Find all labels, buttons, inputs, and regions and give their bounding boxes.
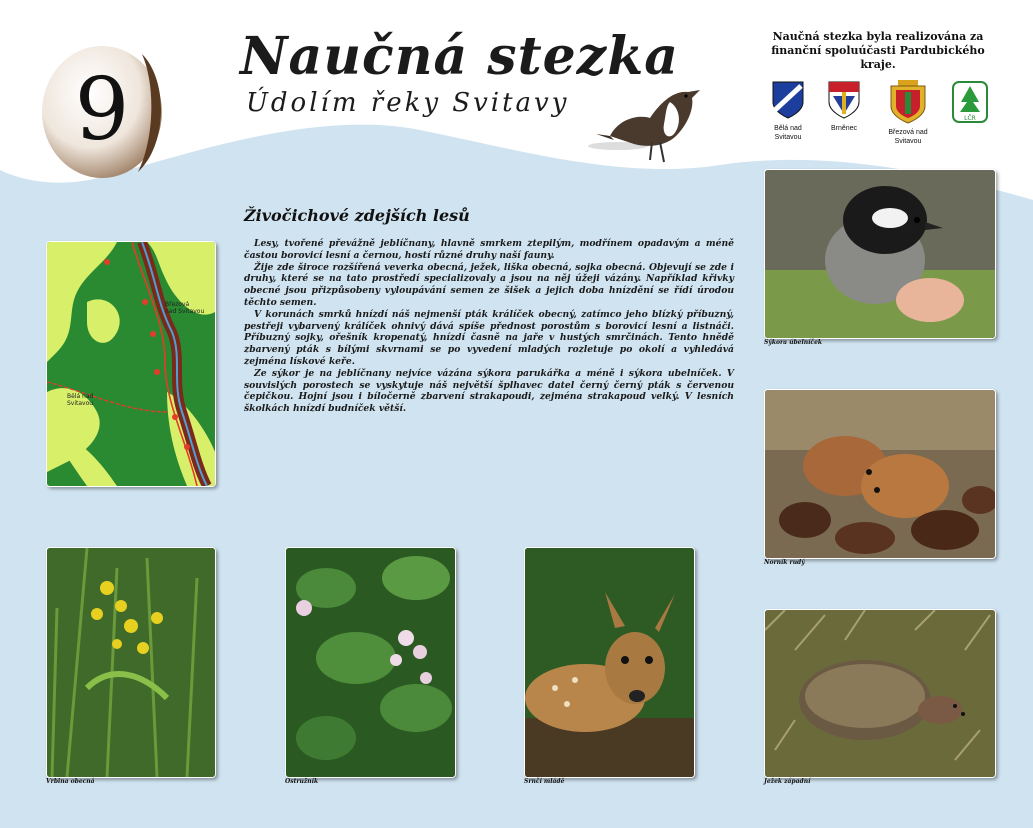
section-heading: Živočichové zdejších lesů [244, 206, 470, 225]
caption-bramble: Ostružník [285, 778, 319, 785]
lcr-logo-icon [951, 80, 989, 124]
section-body [244, 238, 734, 415]
photo-vole [764, 389, 996, 559]
map-label-town2-line2: Svitavou [67, 400, 94, 407]
map-stop-marker [104, 259, 110, 265]
municipal-crests [760, 80, 1010, 150]
photo-fawn [524, 547, 695, 778]
paragraph-2: Žije zde široce rozšířená veverka obecná, ježek, liška obecná, sojka obecná. Objevují se zde i druhy, které se na tato prostředí specializovaly a jsou na něj úžeji vázány. Například křivky obecné jsou přizpůsobeny vyloupávání semen ze šišek a jejich doba hnízdění se řídí úrodou těchto semen. [244, 261, 734, 308]
photo-hedgehog [764, 609, 996, 778]
caption-vole: Norník rudý [764, 559, 805, 566]
lcr-logo-text: LČR [964, 115, 976, 122]
crest-brezova [880, 80, 936, 146]
crest-brnenec-label-1: Brněnec [830, 125, 858, 132]
map-label-town1-line1: Březová [165, 301, 190, 308]
photo-coal-tit [764, 169, 996, 339]
sponsor-note [756, 30, 1000, 72]
caption-fawn: Srnčí mládě [524, 778, 565, 785]
map-label-town1-line2: nad Svitavou [165, 308, 205, 315]
map-stop-marker [172, 414, 178, 420]
dipper-bird-icon [588, 84, 708, 174]
map-stop-marker [154, 369, 160, 375]
stop-number: 9 [74, 60, 130, 160]
caption-coal-tit: Sýkora úbelníček [764, 339, 823, 346]
sponsor-line-2: finanční spoluúčasti Pardubického kraje. [771, 44, 985, 71]
board-title: Naučná stezka [240, 26, 679, 87]
map-stop-marker [150, 331, 156, 337]
crest-bela-icon [771, 80, 805, 120]
crest-bela-label-2: Svitavou [774, 134, 802, 141]
crest-brezova-label-1: Březová nad [888, 129, 928, 136]
paragraph-3: V korunách smrků hnízdí náš nejmenší pták králíček obecný, zatímco jeho blízký příbuzný, pestřeji vybarvený králíček ohnivý dává spíše přednost porostům s borovicí lesní a listnáči. Příbuzný sojky, ořešník kropenatý, hnízdí časně na jaře v hustých smrčinách. Tento hnědě zbarvený pták s bílými skvrnami se po vyvedení mladých rozletuje po okolí a vyhledává zejména lískové keře. [244, 308, 734, 367]
caption-hedgehog: Ježek západní [764, 778, 811, 785]
crest-brnenec [816, 80, 872, 133]
crest-brezova-label-2: Svitavou [894, 138, 922, 145]
map-label-town2-line1: Bělá nad [67, 393, 94, 400]
caption-loosestrife: Vrbina obecná [46, 778, 95, 785]
paragraph-4: Ze sýkor je na jeblíčnany nejvíce vázána sýkora parukářka a méně i sýkora ubelníček. V souvislých porostech se vyskytuje náš největší šplhavec datel černý černý pták s červenou čepičkou. Hojní jsou i bíločerně zbarvení strakapoudi, zejména strakapoud velký. V lesních školkách hnízdí budníček větší. [244, 367, 734, 415]
crest-lcr [942, 80, 998, 124]
board-subtitle: Údolím řeky Svitavy [246, 88, 570, 118]
crest-bela-label-1: Bělá nad [774, 125, 802, 132]
crest-brezova-icon [888, 80, 928, 124]
paragraph-1: Lesy, tvořené převážně jeblíčnany, hlavně smrkem ztepilým, modřínem opadavým a méně častou borovicí lesní a černou, hostí různé druhy naší fauny. [244, 238, 734, 261]
sponsor-line-1: Naučná stezka byla realizována za [772, 30, 984, 43]
trail-map [46, 241, 216, 487]
map-stop-marker [184, 444, 190, 450]
photo-bramble [285, 547, 456, 778]
crest-bela [760, 80, 816, 142]
photo-loosestrife [46, 547, 216, 778]
map-stop-marker [142, 299, 148, 305]
crest-brnenec-icon [827, 80, 861, 120]
